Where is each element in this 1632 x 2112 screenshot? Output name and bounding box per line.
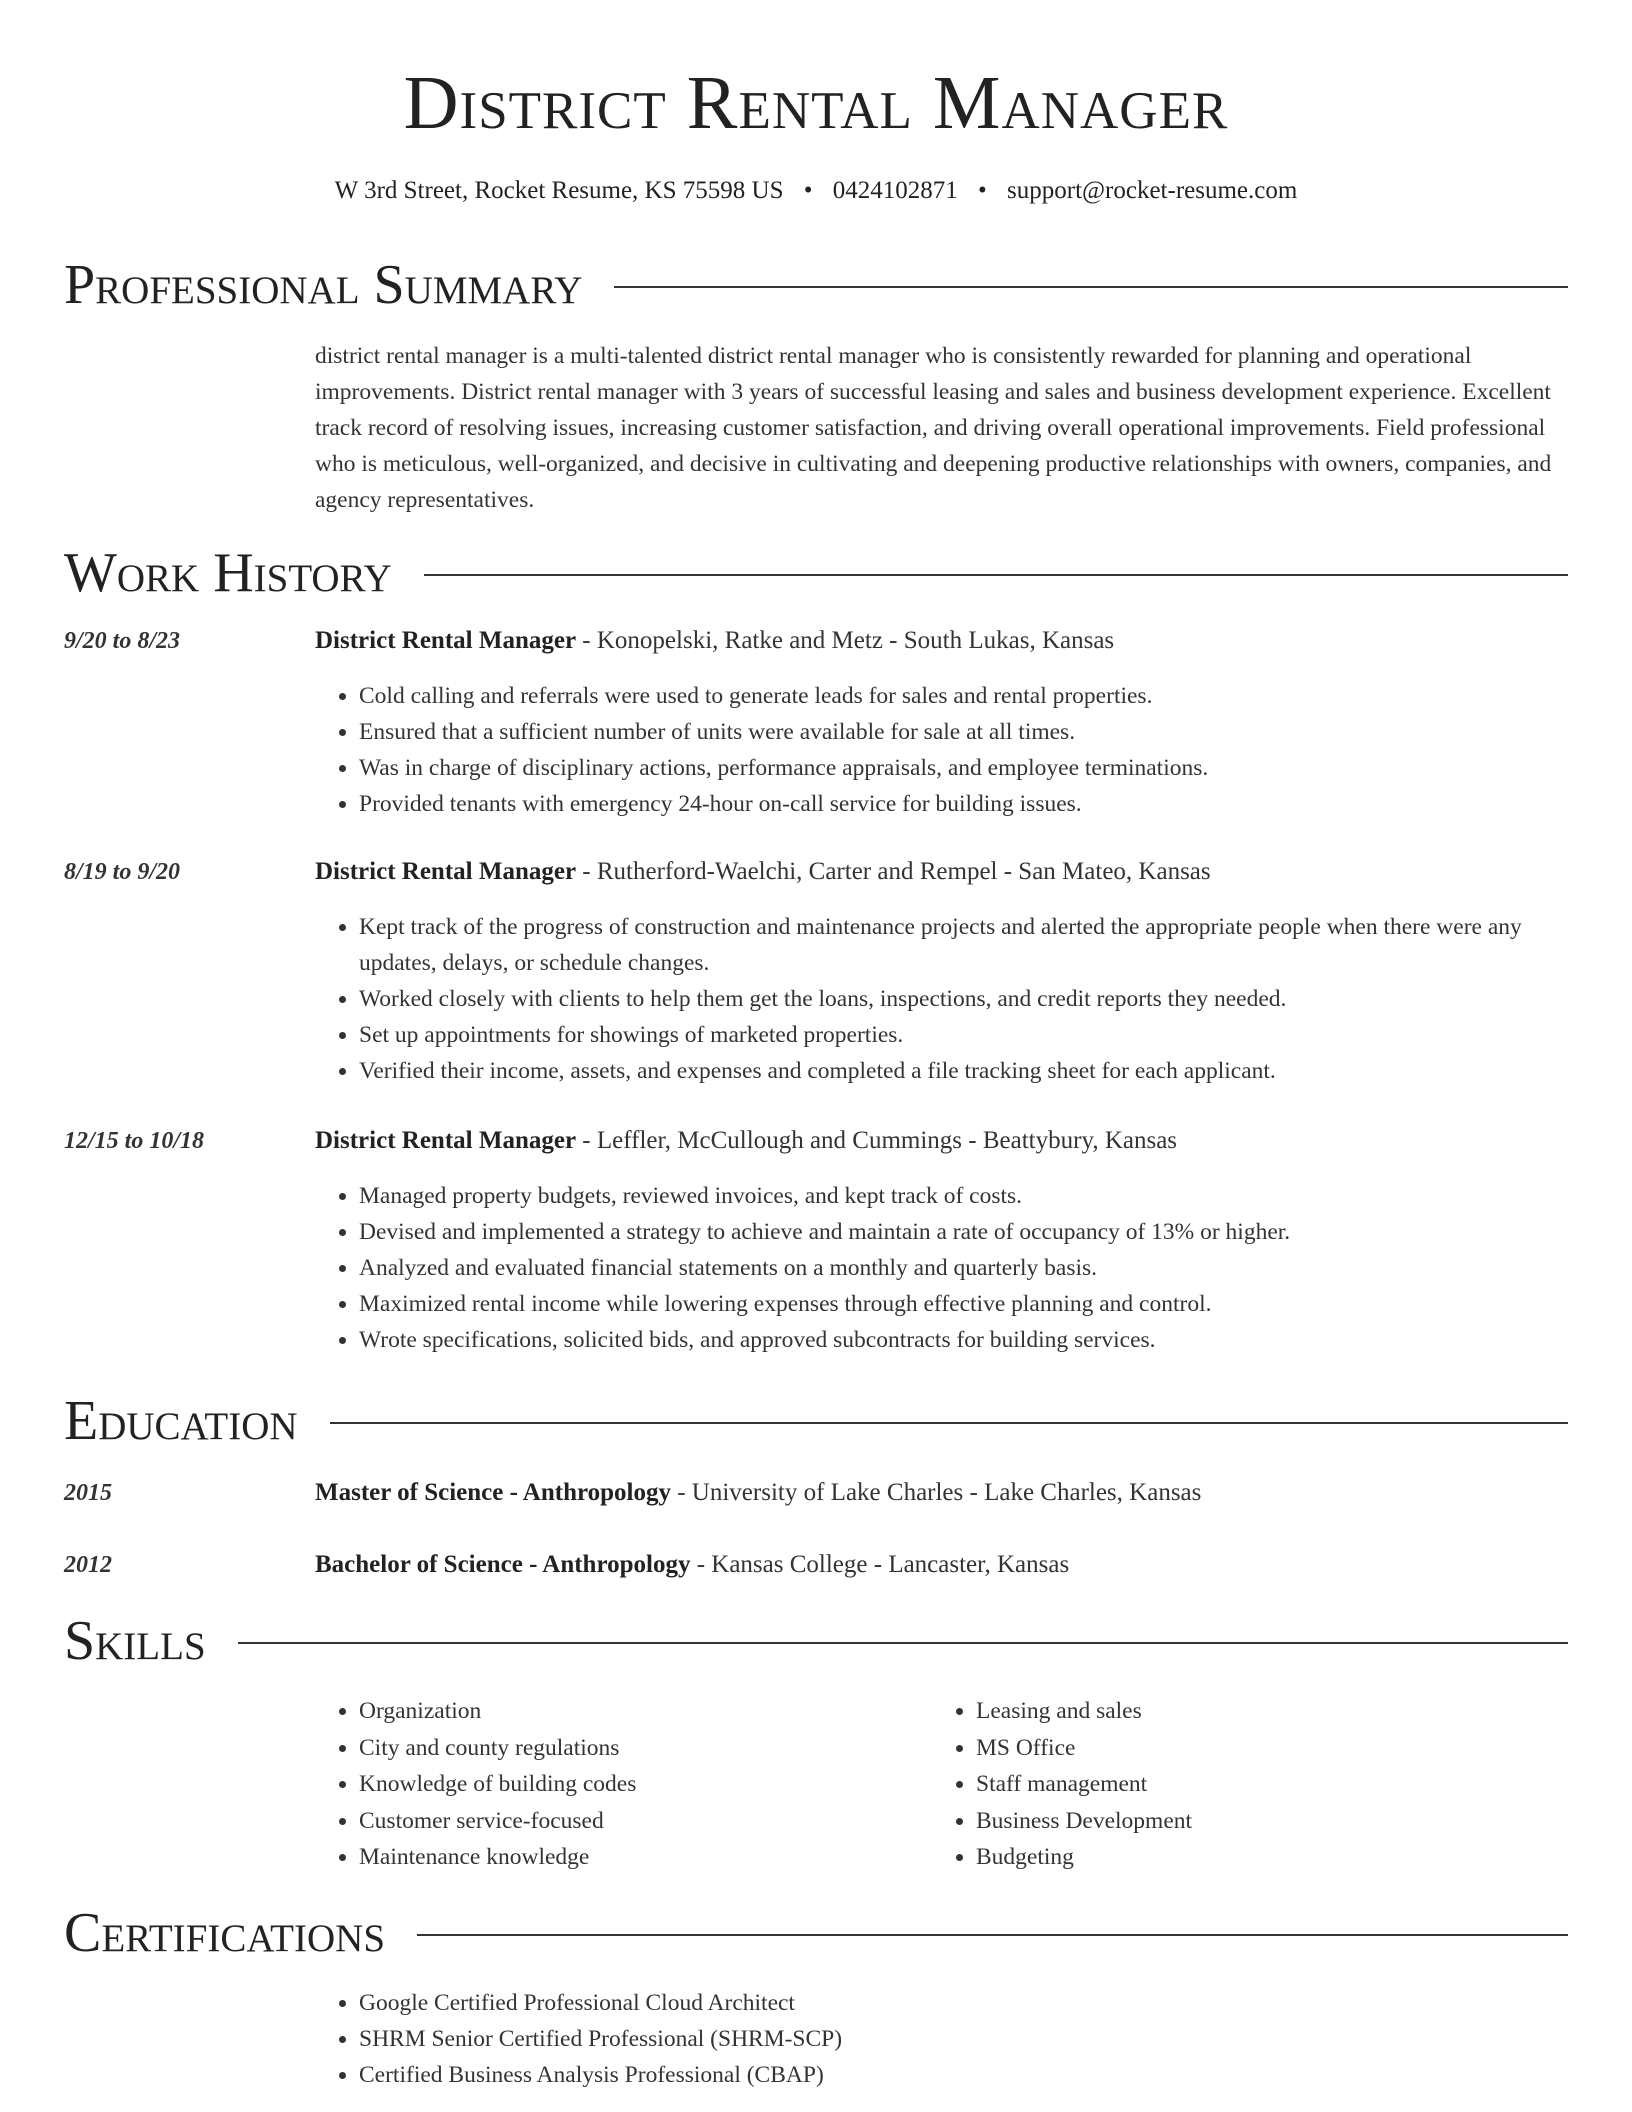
candidate-name: District Rental Manager bbox=[403, 61, 1229, 145]
section-title-skills: Skills bbox=[64, 1610, 206, 1672]
list-item: • Was in charge of disciplinary actions, performance appraisals, and employee terminations. bbox=[359, 750, 1570, 786]
contact-phone: 0424102871 bbox=[832, 177, 958, 204]
section-divider bbox=[330, 1422, 1568, 1424]
list-item: • Analyzed and evaluated financial statements on a monthly and quarterly basis. bbox=[359, 1250, 1570, 1286]
education-degree: Master of Science - Anthropology bbox=[315, 1479, 671, 1506]
job-details: - Rutherford-Waelchi, Carter and Rempel - San Mateo, Kansas bbox=[576, 858, 1211, 885]
list-item: • Set up appointments for showings of marketed properties. bbox=[359, 1017, 1570, 1053]
job-role: District Rental Manager bbox=[315, 858, 577, 885]
education-degree: Bachelor of Science - Anthropology bbox=[315, 1551, 691, 1578]
job-details: - Leffler, McCullough and Cummings - Beattybury, Kansas bbox=[576, 1127, 1178, 1154]
job-bullets bbox=[315, 909, 1570, 1089]
skill-item: • Organization bbox=[359, 1693, 875, 1730]
section-title-work: Work History bbox=[64, 542, 392, 604]
education-details: - University of Lake Charles - Lake Charles, Kansas bbox=[670, 1479, 1202, 1506]
contact-address: W 3rd Street, Rocket Resume, KS 75598 US bbox=[334, 177, 784, 204]
list-item: • Maximized rental income while lowering expenses through effective planning and control. bbox=[359, 1286, 1570, 1322]
list-item: • Provided tenants with emergency 24-hour on-call service for building issues. bbox=[359, 786, 1570, 822]
education-details: - Kansas College - Lancaster, Kansas bbox=[690, 1551, 1070, 1578]
contact-separator: • bbox=[978, 177, 987, 204]
list-item: • Wrote specifications, solicited bids, and approved subcontracts for building services. bbox=[359, 1322, 1570, 1358]
job-role: District Rental Manager bbox=[315, 1127, 577, 1154]
list-item: • Cold calling and referrals were used to generate leads for sales and rental properties. bbox=[359, 678, 1570, 714]
job-details: - Konopelski, Ratke and Metz - South Lukas, Kansas bbox=[576, 627, 1115, 654]
job-bullets bbox=[315, 1178, 1570, 1358]
certifications-list bbox=[315, 1985, 1570, 2093]
certification-item: • Google Certified Professional Cloud Architect bbox=[359, 1985, 1570, 2021]
skills-list-left bbox=[315, 1693, 875, 1876]
job-heading bbox=[315, 855, 1575, 889]
job-dates: 9/20 to 8/23 bbox=[64, 628, 181, 654]
section-title-certifications: Certifications bbox=[64, 1902, 386, 1964]
contact-email: support@rocket-resume.com bbox=[1007, 177, 1298, 204]
section-title-education: Education bbox=[64, 1390, 298, 1452]
skill-item: • MS Office bbox=[976, 1730, 1492, 1767]
list-item: • Ensured that a sufficient number of units were available for sale at all times. bbox=[359, 714, 1570, 750]
education-section-header bbox=[64, 1386, 1568, 1456]
contact-line bbox=[0, 174, 1632, 208]
education-year: 2012 bbox=[64, 1552, 112, 1578]
job-heading bbox=[315, 624, 1575, 658]
list-item: • Kept track of the progress of construction and maintenance projects and alerted the appropriate people when there were any updates, delays, or schedule changes. bbox=[359, 909, 1570, 981]
skill-item: • City and county regulations bbox=[359, 1730, 875, 1767]
section-divider bbox=[614, 286, 1568, 288]
skill-item: • Leasing and sales bbox=[976, 1693, 1492, 1730]
skill-item: • Maintenance knowledge bbox=[359, 1839, 875, 1876]
skill-item: • Customer service-focused bbox=[359, 1803, 875, 1840]
summary-text: district rental manager is a multi-talented district rental manager who is consistently rewarded for planning and operational improvements. District rental manager with 3 years of successful leasing and sales and business development experience. Excellent track record of resolving issues, increasing customer satisfaction, and driving overall operational improvements. Field professional who is meticulous, well-organized, and decisive in cultivating and deepening productive relationships with owners, companies, and agency representatives. bbox=[315, 343, 1552, 513]
education-entry bbox=[315, 1548, 1575, 1582]
job-role: District Rental Manager bbox=[315, 627, 577, 654]
skill-item: • Staff management bbox=[976, 1766, 1492, 1803]
list-item: • Devised and implemented a strategy to achieve and maintain a rate of occupancy of 13% or higher. bbox=[359, 1214, 1570, 1250]
job-bullets bbox=[315, 678, 1570, 822]
certifications-section-header bbox=[64, 1898, 1568, 1968]
section-divider bbox=[238, 1642, 1568, 1644]
list-item: • Managed property budgets, reviewed invoices, and kept track of costs. bbox=[359, 1178, 1570, 1214]
job-heading bbox=[315, 1124, 1575, 1158]
job-dates: 8/19 to 9/20 bbox=[64, 859, 181, 885]
skill-item: • Budgeting bbox=[976, 1839, 1492, 1876]
work-section-header bbox=[64, 538, 1568, 608]
skill-item: • Knowledge of building codes bbox=[359, 1766, 875, 1803]
skills-section-header bbox=[64, 1606, 1568, 1676]
education-entry bbox=[315, 1476, 1575, 1510]
section-divider bbox=[417, 1934, 1568, 1936]
section-title-summary: Professional Summary bbox=[64, 254, 583, 316]
contact-separator: • bbox=[803, 177, 813, 204]
list-item: • Verified their income, assets, and expenses and completed a file tracking sheet for each applicant. bbox=[359, 1053, 1570, 1089]
section-divider bbox=[424, 574, 1568, 576]
education-year: 2015 bbox=[64, 1480, 112, 1506]
summary-section-header bbox=[64, 250, 1568, 320]
certification-item: • Certified Business Analysis Professional (CBAP) bbox=[359, 2057, 1570, 2093]
certification-item: • SHRM Senior Certified Professional (SHRM-SCP) bbox=[359, 2021, 1570, 2057]
list-item: • Worked closely with clients to help them get the loans, inspections, and credit reports they needed. bbox=[359, 981, 1570, 1017]
skill-item: • Business Development bbox=[976, 1803, 1492, 1840]
skills-list-right bbox=[932, 1693, 1492, 1876]
job-dates: 12/15 to 10/18 bbox=[64, 1128, 205, 1154]
